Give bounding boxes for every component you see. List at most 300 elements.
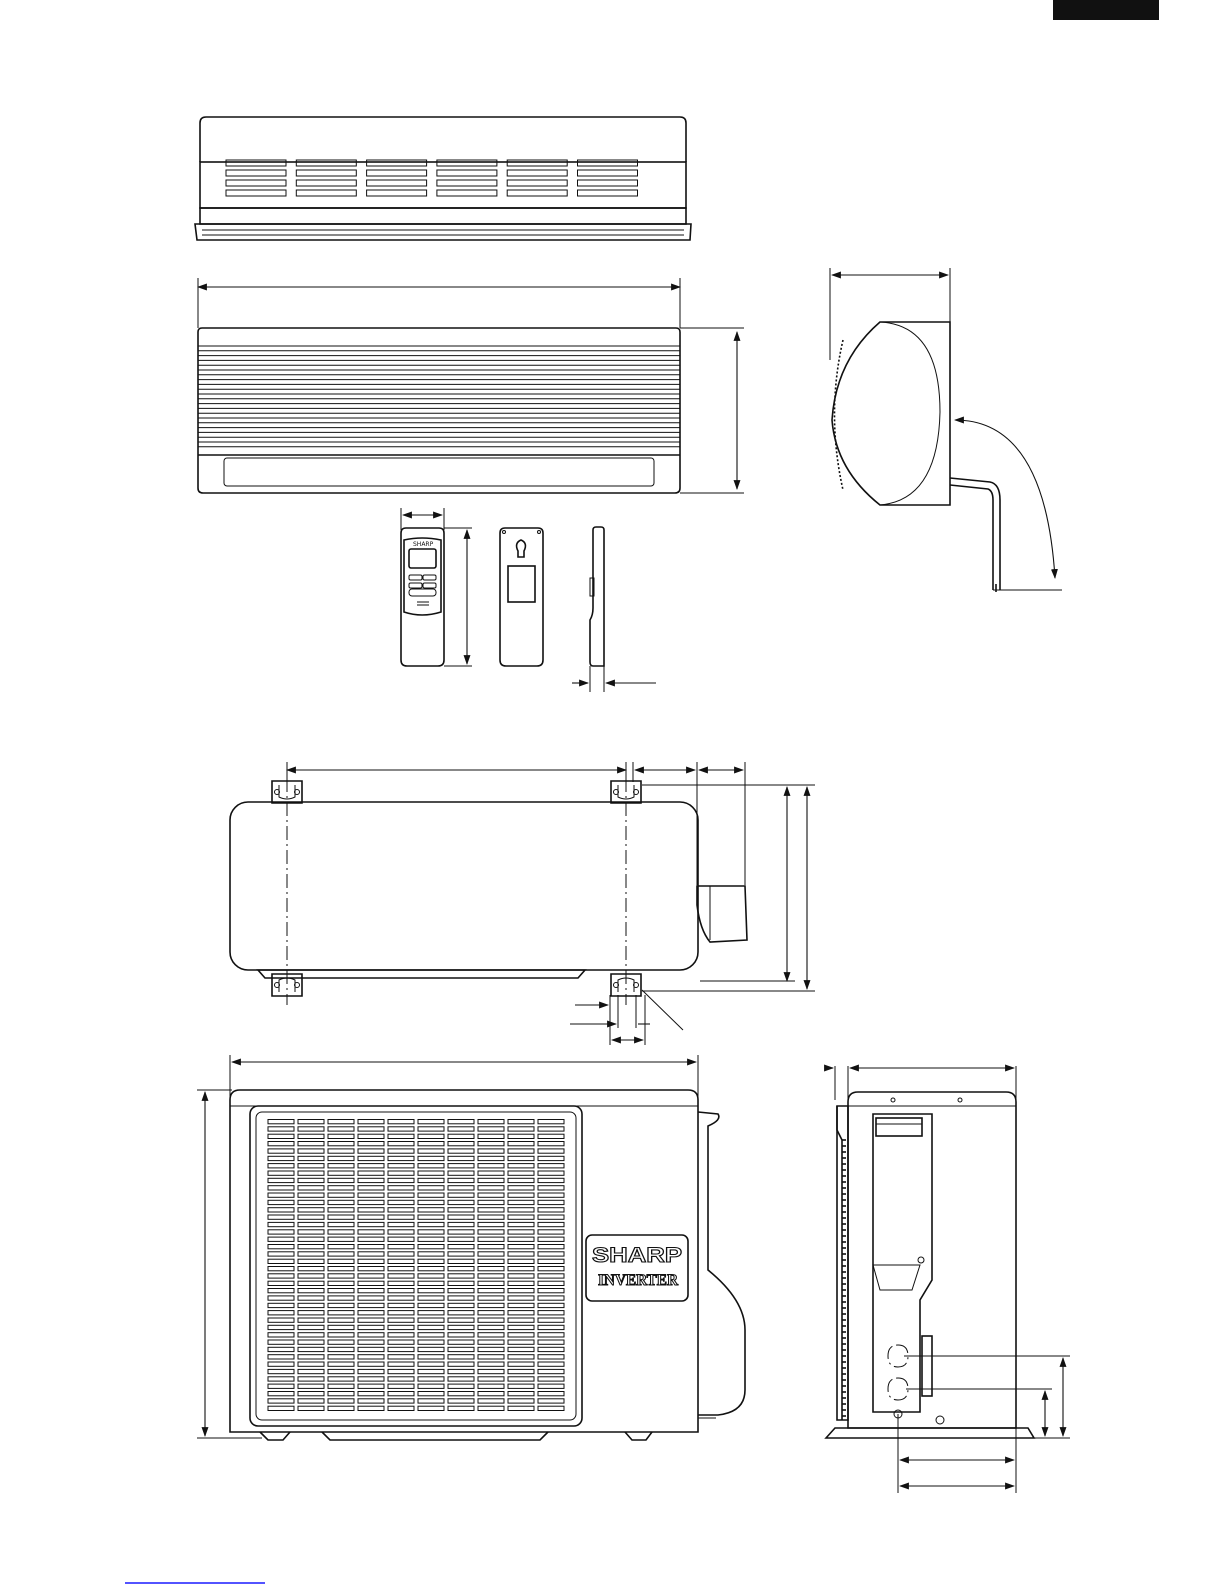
grille-slot bbox=[418, 1318, 444, 1322]
grille-slot bbox=[328, 1274, 354, 1278]
grille-slot bbox=[388, 1193, 414, 1197]
grille-slot bbox=[418, 1164, 444, 1168]
grille-slot bbox=[358, 1392, 384, 1396]
brand-logo: SHARP bbox=[592, 1244, 682, 1267]
grille-slot bbox=[538, 1259, 564, 1263]
grille-slot bbox=[328, 1362, 354, 1366]
grille-slot bbox=[478, 1296, 504, 1300]
grille-slot bbox=[478, 1171, 504, 1175]
grille-slot bbox=[508, 1274, 534, 1278]
grille-slot bbox=[328, 1340, 354, 1344]
grille-slot bbox=[508, 1369, 534, 1373]
grille-slot bbox=[358, 1222, 384, 1226]
remote-control-front bbox=[401, 508, 472, 666]
grille-slot bbox=[508, 1259, 534, 1263]
grille-slot bbox=[328, 1311, 354, 1315]
grille-slot bbox=[508, 1281, 534, 1285]
remote-control-back bbox=[500, 528, 543, 666]
grille-slot bbox=[418, 1267, 444, 1271]
grille-slot bbox=[358, 1296, 384, 1300]
vent-slot bbox=[507, 170, 567, 176]
grille-slot bbox=[478, 1325, 504, 1329]
grille-slot bbox=[328, 1355, 354, 1359]
grille-slot bbox=[538, 1362, 564, 1366]
grille-slot bbox=[448, 1142, 474, 1146]
grille-slot bbox=[328, 1237, 354, 1241]
grille-slot bbox=[418, 1134, 444, 1138]
grille-slot bbox=[508, 1289, 534, 1293]
grille-slot bbox=[268, 1384, 294, 1388]
grille-slot bbox=[478, 1164, 504, 1168]
grille-slot bbox=[538, 1193, 564, 1197]
grille-slot bbox=[418, 1399, 444, 1403]
grille-slot bbox=[508, 1377, 534, 1381]
grille-slot bbox=[358, 1134, 384, 1138]
grille-slot bbox=[538, 1200, 564, 1204]
vent-slot bbox=[578, 160, 638, 166]
grille-slot bbox=[508, 1333, 534, 1337]
grille-slot bbox=[538, 1274, 564, 1278]
grille-slot bbox=[418, 1149, 444, 1153]
grille-slot bbox=[508, 1164, 534, 1168]
grille-slot bbox=[448, 1134, 474, 1138]
vent-slot bbox=[437, 190, 497, 196]
grille-slot bbox=[388, 1156, 414, 1160]
grille-slot bbox=[478, 1142, 504, 1146]
grille-slot bbox=[268, 1392, 294, 1396]
vent-slot bbox=[578, 170, 638, 176]
grille-slot bbox=[268, 1127, 294, 1131]
grille-slot bbox=[388, 1333, 414, 1337]
grille-slot bbox=[448, 1171, 474, 1175]
grille-slot bbox=[508, 1311, 534, 1315]
grille-slot bbox=[538, 1186, 564, 1190]
grille-slot bbox=[298, 1406, 324, 1410]
vent-slot bbox=[226, 180, 286, 186]
grille-slot bbox=[268, 1274, 294, 1278]
grille-slot bbox=[268, 1281, 294, 1285]
grille-slot bbox=[358, 1171, 384, 1175]
grille-slot bbox=[418, 1355, 444, 1359]
grille-slot bbox=[298, 1245, 324, 1249]
grille-slot bbox=[448, 1325, 474, 1329]
grille-slot bbox=[508, 1384, 534, 1388]
grille-slot bbox=[418, 1377, 444, 1381]
grille-slot bbox=[268, 1340, 294, 1344]
grille-slot bbox=[448, 1245, 474, 1249]
grille-slot bbox=[538, 1311, 564, 1315]
grille-slot bbox=[298, 1333, 324, 1337]
grille-slot bbox=[328, 1186, 354, 1190]
grille-slot bbox=[388, 1134, 414, 1138]
grille-slot bbox=[298, 1340, 324, 1344]
grille-slot bbox=[388, 1362, 414, 1366]
grille-slot bbox=[268, 1142, 294, 1146]
vent-slot bbox=[226, 160, 286, 166]
grille-slot bbox=[538, 1127, 564, 1131]
grille-slot bbox=[508, 1318, 534, 1322]
grille-slot bbox=[418, 1178, 444, 1182]
grille-slot bbox=[358, 1333, 384, 1337]
grille-slot bbox=[508, 1142, 534, 1146]
grille-slot bbox=[508, 1267, 534, 1271]
grille-slot bbox=[508, 1252, 534, 1256]
grille-slot bbox=[328, 1289, 354, 1293]
grille-slot bbox=[298, 1156, 324, 1160]
grille-slot bbox=[418, 1252, 444, 1256]
grille-slot bbox=[268, 1222, 294, 1226]
grille-slot bbox=[298, 1193, 324, 1197]
grille-slot bbox=[538, 1215, 564, 1219]
grille-slot bbox=[328, 1134, 354, 1138]
grille-slot bbox=[508, 1392, 534, 1396]
grille-slot bbox=[418, 1281, 444, 1285]
grille-slot bbox=[448, 1200, 474, 1204]
grille-slot bbox=[358, 1230, 384, 1234]
grille-slot bbox=[298, 1142, 324, 1146]
grille-slot bbox=[358, 1193, 384, 1197]
grille-slot bbox=[388, 1384, 414, 1388]
grille-slot bbox=[478, 1369, 504, 1373]
grille-slot bbox=[268, 1230, 294, 1234]
grille-slot bbox=[418, 1325, 444, 1329]
grille-slot bbox=[328, 1318, 354, 1322]
grille-slot bbox=[508, 1237, 534, 1241]
grille-slot bbox=[478, 1311, 504, 1315]
grille-slot bbox=[478, 1215, 504, 1219]
grille-slot bbox=[328, 1120, 354, 1124]
grille-slot bbox=[298, 1392, 324, 1396]
grille-slot bbox=[478, 1222, 504, 1226]
grille-slot bbox=[478, 1208, 504, 1212]
grille-slot bbox=[298, 1215, 324, 1219]
grille-slot bbox=[478, 1318, 504, 1322]
grille-slot bbox=[388, 1289, 414, 1293]
grille-slot bbox=[448, 1237, 474, 1241]
grille-slot bbox=[328, 1193, 354, 1197]
grille-slot bbox=[328, 1384, 354, 1388]
grille-slot bbox=[268, 1208, 294, 1212]
grille-slot bbox=[268, 1377, 294, 1381]
grille-slot bbox=[328, 1200, 354, 1204]
grille-slot bbox=[418, 1347, 444, 1351]
vent-slot bbox=[578, 180, 638, 186]
grille-slot bbox=[418, 1296, 444, 1300]
grille-slot bbox=[328, 1222, 354, 1226]
grille-slot bbox=[478, 1186, 504, 1190]
grille-slot bbox=[298, 1281, 324, 1285]
grille-slot bbox=[358, 1289, 384, 1293]
grille-slot bbox=[478, 1134, 504, 1138]
grille-slot bbox=[448, 1384, 474, 1388]
grille-slot bbox=[358, 1156, 384, 1160]
grille-slot bbox=[508, 1200, 534, 1204]
grille-slot bbox=[328, 1149, 354, 1153]
vent-slot bbox=[507, 180, 567, 186]
grille-slot bbox=[418, 1384, 444, 1388]
grille-slot bbox=[448, 1149, 474, 1153]
grille-slot bbox=[448, 1120, 474, 1124]
outdoor-unit-side-view bbox=[826, 1066, 1070, 1493]
grille-slot bbox=[448, 1340, 474, 1344]
grille-slot bbox=[508, 1362, 534, 1366]
grille-slot bbox=[268, 1156, 294, 1160]
grille-slot bbox=[268, 1164, 294, 1168]
grille-slot bbox=[298, 1164, 324, 1168]
indoor-unit-top-view bbox=[195, 117, 691, 240]
grille-slot bbox=[268, 1369, 294, 1373]
grille-slot bbox=[328, 1281, 354, 1285]
grille-slot bbox=[298, 1303, 324, 1307]
grille-slot bbox=[388, 1186, 414, 1190]
grille-slot bbox=[268, 1318, 294, 1322]
grille-slot bbox=[538, 1230, 564, 1234]
grille-slot bbox=[418, 1222, 444, 1226]
grille-slot bbox=[388, 1178, 414, 1182]
grille-slot bbox=[448, 1289, 474, 1293]
grille-slot bbox=[298, 1318, 324, 1322]
grille-slot bbox=[358, 1245, 384, 1249]
grille-slot bbox=[508, 1149, 534, 1153]
grille-slot bbox=[298, 1347, 324, 1351]
grille-slot bbox=[358, 1347, 384, 1351]
grille-slot bbox=[478, 1281, 504, 1285]
grille-slot bbox=[448, 1303, 474, 1307]
grille-slot bbox=[508, 1325, 534, 1329]
grille-slot bbox=[298, 1289, 324, 1293]
grille-slot bbox=[418, 1245, 444, 1249]
grille-slot bbox=[538, 1377, 564, 1381]
grille-slot bbox=[268, 1289, 294, 1293]
grille-slot bbox=[508, 1120, 534, 1124]
grille-slot bbox=[328, 1296, 354, 1300]
grille-slot bbox=[358, 1406, 384, 1410]
grille-slot bbox=[508, 1134, 534, 1138]
grille-slot bbox=[448, 1230, 474, 1234]
grille-slot bbox=[508, 1355, 534, 1359]
grille-slot bbox=[478, 1252, 504, 1256]
grille-slot bbox=[418, 1215, 444, 1219]
grille-slot bbox=[358, 1369, 384, 1373]
grille-slot bbox=[538, 1222, 564, 1226]
grille-slot bbox=[448, 1178, 474, 1182]
grille-slot bbox=[418, 1186, 444, 1190]
grille-slot bbox=[418, 1171, 444, 1175]
grille-slot bbox=[538, 1333, 564, 1337]
grille-slot bbox=[298, 1311, 324, 1315]
grille-slot bbox=[538, 1289, 564, 1293]
grille-slot bbox=[358, 1237, 384, 1241]
grille-slot bbox=[358, 1318, 384, 1322]
vent-slot bbox=[296, 190, 356, 196]
grille-slot bbox=[418, 1311, 444, 1315]
grille-slot bbox=[448, 1377, 474, 1381]
grille-slot bbox=[388, 1230, 414, 1234]
vent-slot bbox=[367, 180, 427, 186]
grille-slot bbox=[358, 1267, 384, 1271]
grille-slot bbox=[478, 1237, 504, 1241]
grille-slot bbox=[478, 1362, 504, 1366]
grille-slot bbox=[298, 1355, 324, 1359]
grille-slot bbox=[478, 1377, 504, 1381]
grille-slot bbox=[418, 1362, 444, 1366]
grille-slot bbox=[358, 1142, 384, 1146]
grille-slot bbox=[448, 1208, 474, 1212]
grille-slot bbox=[508, 1222, 534, 1226]
grille-slot bbox=[268, 1193, 294, 1197]
grille-slot bbox=[448, 1267, 474, 1271]
grille-slot bbox=[268, 1303, 294, 1307]
grille-slot bbox=[478, 1127, 504, 1131]
grille-slot bbox=[418, 1127, 444, 1131]
grille-slot bbox=[388, 1377, 414, 1381]
grille-slot bbox=[298, 1362, 324, 1366]
grille-slot bbox=[328, 1156, 354, 1160]
grille-slot bbox=[478, 1230, 504, 1234]
grille-slot bbox=[508, 1340, 534, 1344]
grille-slot bbox=[478, 1406, 504, 1410]
grille-slot bbox=[508, 1347, 534, 1351]
grille-slot bbox=[478, 1259, 504, 1263]
grille-slot bbox=[358, 1340, 384, 1344]
grille-slot bbox=[388, 1171, 414, 1175]
grille-slot bbox=[418, 1200, 444, 1204]
grille-slot bbox=[358, 1200, 384, 1204]
grille-slot bbox=[298, 1120, 324, 1124]
grille-slot bbox=[418, 1120, 444, 1124]
grille-slot bbox=[418, 1230, 444, 1234]
grille-slot bbox=[538, 1303, 564, 1307]
grille-slot bbox=[418, 1303, 444, 1307]
grille-slot bbox=[478, 1245, 504, 1249]
grille-slot bbox=[328, 1259, 354, 1263]
grille-slot bbox=[358, 1377, 384, 1381]
grille-slot bbox=[268, 1149, 294, 1153]
grille-slot bbox=[538, 1369, 564, 1373]
grille-slot bbox=[328, 1369, 354, 1373]
grille-slot bbox=[298, 1149, 324, 1153]
grille-slot bbox=[388, 1355, 414, 1359]
grille-slot bbox=[268, 1178, 294, 1182]
grille-slot bbox=[478, 1149, 504, 1153]
grille-slot bbox=[508, 1215, 534, 1219]
grille-slot bbox=[358, 1355, 384, 1359]
grille-slot bbox=[508, 1406, 534, 1410]
grille-slot bbox=[388, 1142, 414, 1146]
grille-slot bbox=[298, 1222, 324, 1226]
grille-slot bbox=[448, 1369, 474, 1373]
grille-slot bbox=[268, 1355, 294, 1359]
grille-slot bbox=[328, 1171, 354, 1175]
grille-slot bbox=[538, 1296, 564, 1300]
grille-slot bbox=[358, 1164, 384, 1168]
grille-slot bbox=[418, 1369, 444, 1373]
grille-slot bbox=[448, 1296, 474, 1300]
grille-slot bbox=[388, 1274, 414, 1278]
grille-slot bbox=[268, 1120, 294, 1124]
grille-slot bbox=[418, 1193, 444, 1197]
grille-slot bbox=[268, 1311, 294, 1315]
grille-slot bbox=[298, 1237, 324, 1241]
grille-slot bbox=[268, 1171, 294, 1175]
grille-slot bbox=[388, 1303, 414, 1307]
grille-slot bbox=[508, 1230, 534, 1234]
grille-slot bbox=[448, 1259, 474, 1263]
grille-slot bbox=[538, 1149, 564, 1153]
grille-slot bbox=[358, 1311, 384, 1315]
grille-slot bbox=[448, 1222, 474, 1226]
outdoor-unit-front-view bbox=[197, 1055, 745, 1440]
grille-slot bbox=[538, 1245, 564, 1249]
grille-slot bbox=[388, 1318, 414, 1322]
remote-control-side bbox=[572, 527, 656, 692]
grille-slot bbox=[388, 1259, 414, 1263]
grille-slot bbox=[298, 1274, 324, 1278]
grille-slot bbox=[478, 1267, 504, 1271]
grille-slot bbox=[328, 1406, 354, 1410]
grille-slot bbox=[478, 1178, 504, 1182]
grille-slot bbox=[298, 1267, 324, 1271]
vent-slot bbox=[367, 160, 427, 166]
grille-slot bbox=[328, 1267, 354, 1271]
grille-slot bbox=[508, 1186, 534, 1190]
grille-slot bbox=[418, 1340, 444, 1344]
grille-slot bbox=[388, 1296, 414, 1300]
grille-slot bbox=[358, 1208, 384, 1212]
grille-slot bbox=[328, 1333, 354, 1337]
grille-slot bbox=[268, 1325, 294, 1329]
remote-button bbox=[423, 575, 436, 580]
grille-slot bbox=[448, 1127, 474, 1131]
grille-slot bbox=[478, 1193, 504, 1197]
grille-slot bbox=[328, 1215, 354, 1219]
grille-slot bbox=[538, 1392, 564, 1396]
grille-slot bbox=[268, 1296, 294, 1300]
grille-slot bbox=[448, 1362, 474, 1366]
vent-slot bbox=[296, 180, 356, 186]
grille-slot bbox=[448, 1156, 474, 1160]
grille-slot bbox=[328, 1392, 354, 1396]
grille-slot bbox=[508, 1171, 534, 1175]
grille-slot bbox=[328, 1208, 354, 1212]
grille-slot bbox=[478, 1355, 504, 1359]
grille-slot bbox=[328, 1230, 354, 1234]
grille-slot bbox=[268, 1333, 294, 1337]
grille-slot bbox=[478, 1289, 504, 1293]
grille-slot bbox=[418, 1274, 444, 1278]
vent-slot bbox=[296, 160, 356, 166]
grille-slot bbox=[448, 1311, 474, 1315]
grille-slot bbox=[358, 1127, 384, 1131]
grille-slot bbox=[358, 1149, 384, 1153]
grille-slot bbox=[538, 1340, 564, 1344]
vent-slot bbox=[578, 190, 638, 196]
header-tab bbox=[1053, 0, 1159, 20]
grille-slot bbox=[388, 1347, 414, 1351]
grille-slot bbox=[418, 1406, 444, 1410]
grille-slot bbox=[298, 1325, 324, 1329]
grille-slot bbox=[388, 1406, 414, 1410]
grille-slot bbox=[358, 1325, 384, 1329]
grille-slot bbox=[358, 1252, 384, 1256]
grille-slot bbox=[448, 1252, 474, 1256]
grille-slot bbox=[388, 1149, 414, 1153]
indoor-unit-side-view bbox=[830, 268, 1062, 592]
mounting-plate-view bbox=[230, 762, 815, 1045]
grille-slot bbox=[478, 1156, 504, 1160]
grille-slot bbox=[388, 1281, 414, 1285]
grille-slot bbox=[418, 1392, 444, 1396]
